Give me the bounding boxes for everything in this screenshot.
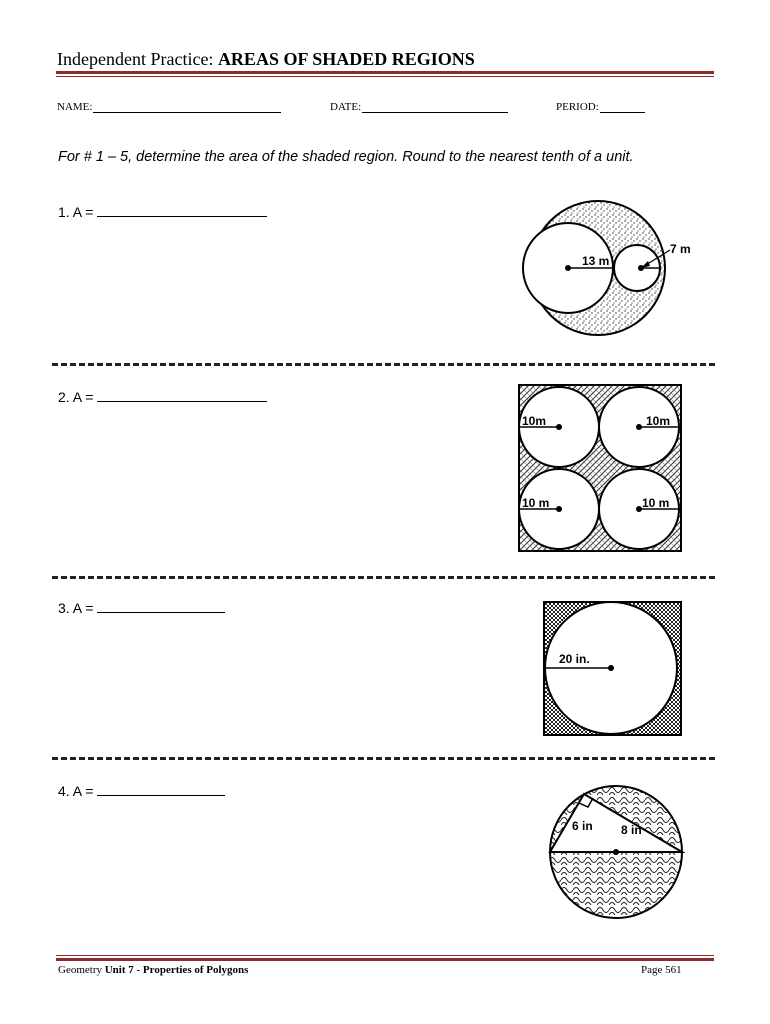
figure-3 <box>543 601 683 737</box>
question-1 <box>58 202 267 220</box>
header-rule-thin <box>56 76 714 77</box>
center-dot <box>613 849 619 855</box>
header-rule <box>56 71 714 74</box>
answer-4-blank[interactable] <box>97 781 225 796</box>
question-1-label: 1. A = <box>58 204 98 220</box>
instructions: For # 1 – 5, determine the area of the shaded region. Round to the nearest tenth of a unit. <box>58 149 634 165</box>
center-dot <box>608 665 614 671</box>
dot-tr <box>636 424 642 430</box>
answer-1-blank[interactable] <box>97 202 267 217</box>
answer-3-blank[interactable] <box>97 598 225 613</box>
separator-1 <box>52 363 715 366</box>
dim-6in: 6 in <box>572 819 593 833</box>
question-4-label: 4. A = <box>58 783 98 799</box>
answer-2-blank[interactable] <box>97 387 267 402</box>
dim-10m-br: 10 m <box>642 496 670 510</box>
question-4 <box>58 781 225 799</box>
date-input-line[interactable] <box>362 101 508 113</box>
dot-bl <box>556 506 562 512</box>
dim-7m: 7 m <box>670 242 691 256</box>
title-bold: AREAS OF SHADED REGIONS <box>217 49 475 69</box>
page-number: Page 561 <box>641 964 682 976</box>
separator-3 <box>52 757 715 760</box>
question-2-label: 2. A = <box>58 389 98 405</box>
question-2 <box>58 387 267 405</box>
title-prefix: Independent Practice: <box>57 49 218 69</box>
footer-unit: Unit 7 - Properties of Polygons <box>104 964 249 976</box>
page-title <box>57 49 475 70</box>
name-label: NAME: <box>57 101 93 113</box>
center-dot <box>565 265 571 271</box>
period-input-line[interactable] <box>600 101 645 113</box>
dim-20in: 20 in. <box>559 652 590 666</box>
date-label: DATE: <box>330 101 362 113</box>
dim-13m: 13 m <box>582 254 610 268</box>
figure-1 <box>510 190 710 350</box>
period-field[interactable] <box>556 101 645 113</box>
date-field[interactable] <box>330 101 508 113</box>
dim-10m-tl: 10m <box>522 414 547 428</box>
figure-2 <box>518 384 682 552</box>
dim-10m-tr: 10m <box>646 414 671 428</box>
figure-4 <box>549 785 683 919</box>
dot-tl <box>556 424 562 430</box>
footer-rule <box>56 958 714 961</box>
footer-prefix: Geometry <box>58 964 105 976</box>
question-3-label: 3. A = <box>58 600 98 616</box>
footer-rule-thin <box>56 955 714 956</box>
period-label: PERIOD: <box>556 101 599 113</box>
separator-2 <box>52 576 715 579</box>
dim-8in: 8 in <box>621 823 642 837</box>
question-3 <box>58 598 225 616</box>
name-input-line[interactable] <box>93 101 281 113</box>
footer-left <box>58 964 248 976</box>
name-field[interactable] <box>57 101 281 113</box>
dim-10m-bl: 10 m <box>522 496 550 510</box>
